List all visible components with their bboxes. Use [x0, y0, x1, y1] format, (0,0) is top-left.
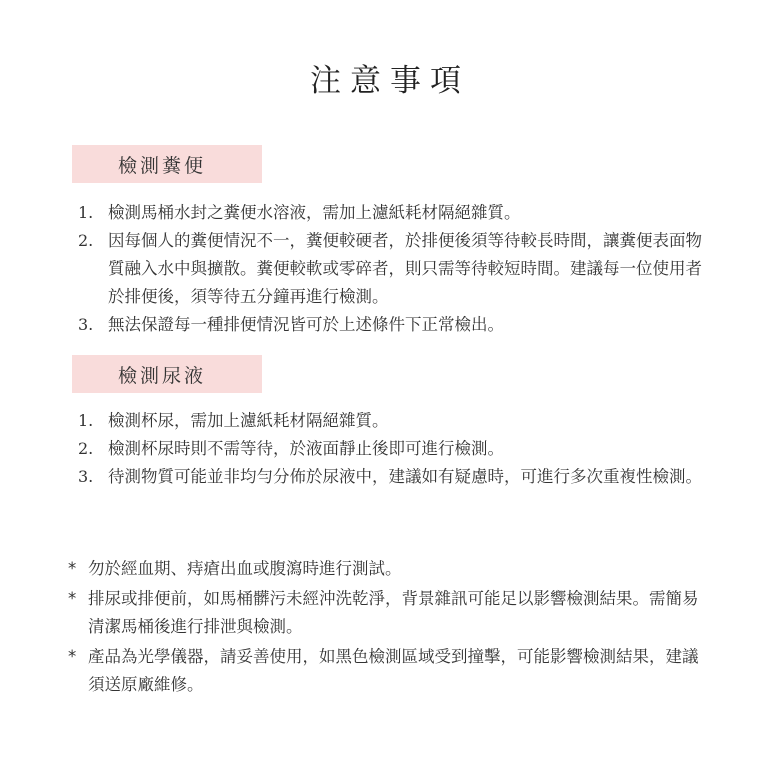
note-item — [68, 585, 708, 641]
item-number: 1. — [78, 411, 94, 430]
item-text: 無法保證每一種排便情況皆可於上述條件下正常檢出。 — [108, 315, 504, 334]
item-number: 2. — [78, 231, 94, 250]
list-item — [78, 407, 708, 435]
list-item — [78, 227, 708, 311]
item-text: 檢測馬桶水封之糞便水溶液，需加上濾紙耗材隔絕雜質。 — [108, 203, 521, 222]
item-text: 檢測杯尿時則不需等待，於液面靜止後即可進行檢測。 — [108, 439, 504, 458]
section-heading-stool: 檢測糞便 — [72, 145, 262, 183]
note-text: 產品為光學儀器，請妥善使用，如黑色檢測區域受到撞擊，可能影響檢測結果，建議須送原廠維修。 — [88, 647, 699, 694]
asterisk-mark: * — [68, 647, 77, 666]
urine-instructions-list — [78, 407, 708, 491]
note-text: 勿於經血期、痔瘡出血或腹瀉時進行測試。 — [88, 559, 402, 578]
page-title: 注意事項 — [310, 63, 470, 99]
section-heading-urine: 檢測尿液 — [72, 355, 262, 393]
item-text: 待測物質可能並非均勻分佈於尿液中，建議如有疑慮時，可進行多次重複性檢測。 — [108, 467, 702, 486]
item-number: 2. — [78, 439, 94, 458]
list-item — [78, 435, 708, 463]
note-text: 排尿或排便前，如馬桶髒污未經沖洗乾淨，背景雜訊可能足以影響檢測結果。需簡易清潔馬桶後進行排泄與檢測。 — [88, 589, 699, 636]
item-text: 檢測杯尿，需加上濾紙耗材隔絕雜質。 — [108, 411, 389, 430]
item-number: 1. — [78, 203, 94, 222]
asterisk-mark: * — [68, 589, 77, 608]
list-item — [78, 463, 708, 491]
notes-list — [68, 555, 708, 701]
item-text: 因每個人的糞便情況不一，糞便較硬者，於排便後須等待較長時間，讓糞便表面物質融入水中與擴散。糞便較軟或零碎者，則只需等待較短時間。建議每一位使用者於排便後，須等待五分鐘再進行檢測。 — [108, 231, 702, 306]
stool-instructions-list — [78, 199, 708, 339]
note-item — [68, 643, 708, 699]
list-item — [78, 199, 708, 227]
list-item — [78, 311, 708, 339]
item-number: 3. — [78, 315, 94, 334]
asterisk-mark: * — [68, 559, 77, 578]
note-item — [68, 555, 708, 583]
item-number: 3. — [78, 467, 94, 486]
